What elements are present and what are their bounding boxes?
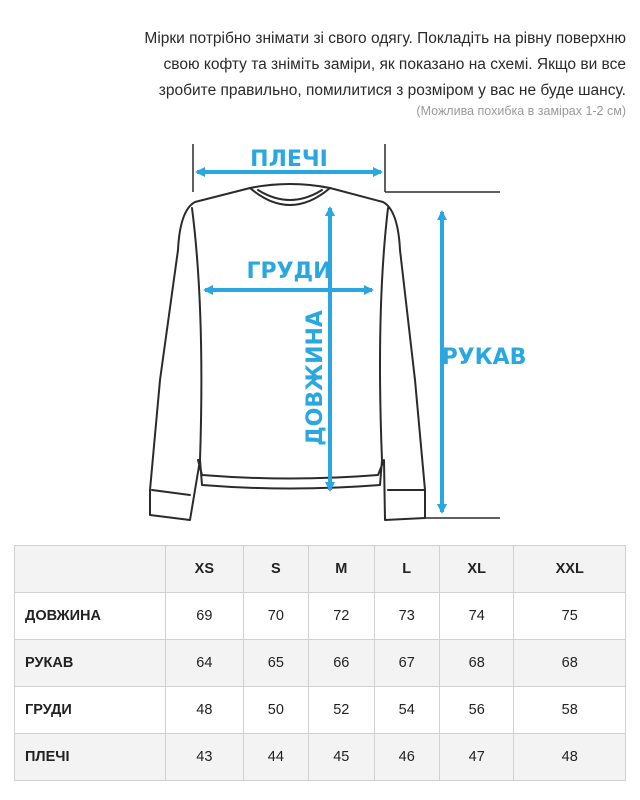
table-cell: 75 <box>514 593 626 640</box>
size-header-xs: XS <box>166 546 244 593</box>
table-cell: 46 <box>374 734 439 781</box>
size-header-row <box>15 546 626 593</box>
table-cell: 66 <box>309 640 374 687</box>
table-cell: 72 <box>309 593 374 640</box>
error-margin-note: (Можлива похибка в замірах 1-2 см) <box>416 104 626 118</box>
table-row-length <box>15 593 626 640</box>
table-cell: 70 <box>243 593 308 640</box>
instructions-line-2: свою кофту та зніміть заміри, як показано на схемі. Якщо ви все <box>163 56 626 73</box>
table-cell: 43 <box>166 734 244 781</box>
table-cell: 67 <box>374 640 439 687</box>
table-cell: 50 <box>243 687 308 734</box>
chest-label: ГРУДИ <box>246 259 332 284</box>
size-header-l: L <box>374 546 439 593</box>
table-cell: 64 <box>166 640 244 687</box>
shoulders-label: ПЛЕЧІ <box>250 147 328 172</box>
size-header-xl: XL <box>439 546 514 593</box>
table-cell: 45 <box>309 734 374 781</box>
sweater-diagram-svg <box>0 130 640 540</box>
row-label-length: ДОВЖИНА <box>15 593 166 640</box>
size-chart-table <box>14 545 626 781</box>
row-label-chest: ГРУДИ <box>15 687 166 734</box>
table-cell: 74 <box>439 593 514 640</box>
table-cell: 73 <box>374 593 439 640</box>
length-label: ДОВЖИНА <box>303 310 328 446</box>
sweater-measurement-diagram <box>0 130 640 540</box>
table-cell: 54 <box>374 687 439 734</box>
sweater-outline <box>150 184 425 520</box>
table-cell: 52 <box>309 687 374 734</box>
row-label-sleeve: РУКАВ <box>15 640 166 687</box>
table-cell: 44 <box>243 734 308 781</box>
row-label-shoulders: ПЛЕЧІ <box>15 734 166 781</box>
sleeve-label: РУКАВ <box>441 345 527 370</box>
table-row-chest <box>15 687 626 734</box>
table-cell: 65 <box>243 640 308 687</box>
table-cell: 58 <box>514 687 626 734</box>
instructions-line-3: зробите правильно, помилитися з розміром у вас не буде шансу. <box>158 82 626 99</box>
table-cell: 48 <box>166 687 244 734</box>
instructions-text <box>16 26 626 104</box>
instructions-line-1: Мірки потрібно знімати зі свого одягу. Покладіть на рівну поверхню <box>144 30 626 47</box>
table-row-sleeve <box>15 640 626 687</box>
size-header-s: S <box>243 546 308 593</box>
table-cell: 56 <box>439 687 514 734</box>
table-row-shoulders <box>15 734 626 781</box>
table-cell: 48 <box>514 734 626 781</box>
table-cell: 69 <box>166 593 244 640</box>
table-cell: 47 <box>439 734 514 781</box>
table-cell: 68 <box>514 640 626 687</box>
size-header-m: M <box>309 546 374 593</box>
table-cell: 68 <box>439 640 514 687</box>
size-header-xxl: XXL <box>514 546 626 593</box>
table-corner-cell <box>15 546 166 593</box>
